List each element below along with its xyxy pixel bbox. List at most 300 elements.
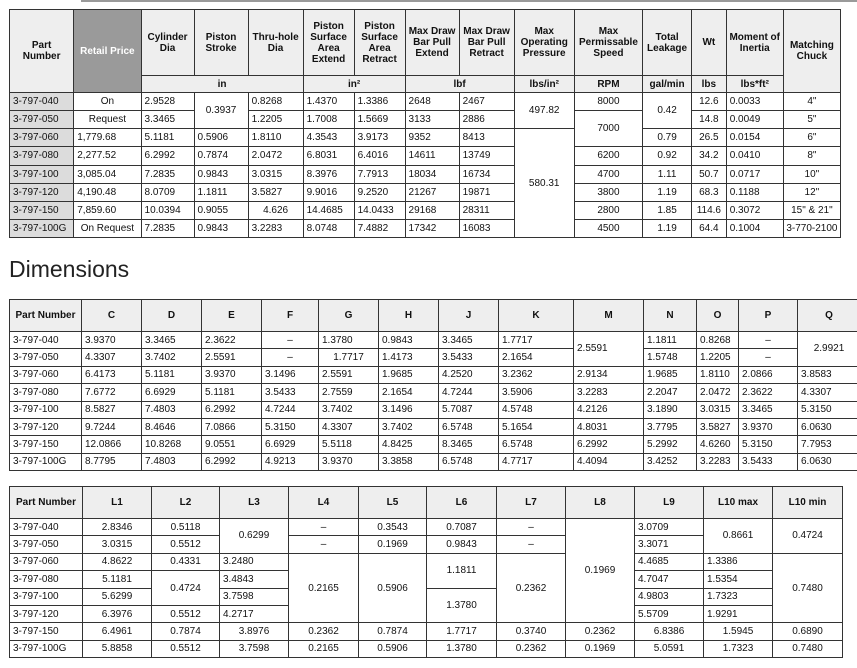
part-number: 3-797-040 bbox=[10, 519, 83, 536]
area-retract: 1.3386 bbox=[354, 93, 405, 111]
pull-extend: 9352 bbox=[405, 129, 459, 147]
part-number: 3-797-080 bbox=[10, 147, 74, 165]
dim-k: 1.7717 bbox=[499, 332, 574, 349]
weight: 12.6 bbox=[692, 93, 727, 111]
part-number: 3-797-120 bbox=[10, 183, 74, 201]
matching-chuck: 3-770-2100 bbox=[783, 219, 840, 237]
header-thru-hole-dia: Thru-hole Dia bbox=[248, 10, 303, 76]
part-number: 3-797-060 bbox=[10, 553, 83, 570]
header-l4: L4 bbox=[289, 487, 359, 519]
dim-o: 3.2283 bbox=[697, 453, 739, 470]
thru-hole-dia: 3.0315 bbox=[248, 165, 303, 183]
pull-retract: 28311 bbox=[459, 201, 514, 219]
len-l6: 1.1811 bbox=[427, 553, 497, 588]
len-l9: 3.0709 bbox=[635, 519, 704, 536]
len-l1: 6.4961 bbox=[83, 623, 152, 640]
header-piston-area-retract: Piston Surface Area Retract bbox=[354, 10, 405, 76]
part-number: 3-797-050 bbox=[10, 111, 74, 129]
piston-stroke: 0.3937 bbox=[194, 93, 248, 129]
dim-n: 3.7795 bbox=[644, 418, 697, 435]
table-row bbox=[10, 147, 841, 165]
len-l2: 0.5512 bbox=[152, 640, 220, 657]
dim-o: 0.8268 bbox=[697, 332, 739, 349]
dim-h: 1.4173 bbox=[379, 349, 439, 366]
dim-q: 6.0630 bbox=[798, 453, 857, 470]
len-l3: 4.2717 bbox=[220, 605, 289, 622]
dim-j: 8.3465 bbox=[439, 436, 499, 453]
dim-q: 2.9921 bbox=[798, 332, 857, 367]
header-g: G bbox=[319, 300, 379, 332]
cylinder-dia: 7.2835 bbox=[141, 165, 194, 183]
len-l7: 0.2362 bbox=[497, 640, 566, 657]
table-row bbox=[10, 219, 841, 237]
header-m: M bbox=[574, 300, 644, 332]
thru-hole-dia: 3.2283 bbox=[248, 219, 303, 237]
dim-p: 5.3150 bbox=[739, 436, 798, 453]
header-part-number: Part Number bbox=[10, 10, 74, 93]
moment-inertia: 0.0049 bbox=[726, 111, 783, 129]
len-l7: – bbox=[497, 519, 566, 536]
weight: 64.4 bbox=[692, 219, 727, 237]
pull-extend: 2648 bbox=[405, 93, 459, 111]
dim-f: – bbox=[262, 349, 319, 366]
len-l6: 0.9843 bbox=[427, 536, 497, 553]
part-number: 3-797-040 bbox=[10, 332, 82, 349]
pull-retract: 16083 bbox=[459, 219, 514, 237]
moment-inertia: 0.0410 bbox=[726, 147, 783, 165]
piston-stroke: 1.1811 bbox=[194, 183, 248, 201]
len-l7: – bbox=[497, 536, 566, 553]
table-row bbox=[10, 201, 841, 219]
max-speed: 4500 bbox=[574, 219, 642, 237]
retail-price: 4,190.48 bbox=[74, 183, 141, 201]
dim-k: 6.5748 bbox=[499, 436, 574, 453]
len-l10-min: 0.6890 bbox=[773, 623, 843, 640]
len-l4: 0.2165 bbox=[289, 640, 359, 657]
len-l3: 3.8976 bbox=[220, 623, 289, 640]
header-piston-area-extend: Piston Surface Area Extend bbox=[303, 10, 354, 76]
len-l9: 4.9803 bbox=[635, 588, 704, 605]
header-max-speed: Max Permissable Speed bbox=[574, 10, 642, 76]
header-e: E bbox=[202, 300, 262, 332]
dim-n: 1.5748 bbox=[644, 349, 697, 366]
part-number: 3-797-100 bbox=[10, 401, 82, 418]
dim-p: 2.3622 bbox=[739, 384, 798, 401]
unit-inertia: lbs*ft² bbox=[726, 76, 783, 93]
len-l4: – bbox=[289, 519, 359, 536]
part-number: 3-797-060 bbox=[10, 129, 74, 147]
part-number: 3-797-060 bbox=[10, 366, 82, 383]
area-retract: 14.0433 bbox=[354, 201, 405, 219]
len-l10-max: 1.3386 bbox=[704, 553, 773, 570]
piston-stroke: 0.5906 bbox=[194, 129, 248, 147]
dim-c: 4.3307 bbox=[82, 349, 142, 366]
header-h: H bbox=[379, 300, 439, 332]
spec-header-row bbox=[10, 10, 841, 76]
part-number: 3-797-050 bbox=[10, 536, 83, 553]
area-retract: 9.2520 bbox=[354, 183, 405, 201]
dim-h: 4.8425 bbox=[379, 436, 439, 453]
dim-n: 3.4252 bbox=[644, 453, 697, 470]
moment-inertia: 0.0033 bbox=[726, 93, 783, 111]
max-pressure: 580.31 bbox=[514, 129, 574, 238]
dim-d: 5.1181 bbox=[142, 366, 202, 383]
total-leakage: 0.92 bbox=[643, 147, 692, 165]
retail-price: 2,277.52 bbox=[74, 147, 141, 165]
moment-inertia: 0.3072 bbox=[726, 201, 783, 219]
moment-inertia: 0.0154 bbox=[726, 129, 783, 147]
area-extend: 6.8031 bbox=[303, 147, 354, 165]
len-l10-min: 0.4724 bbox=[773, 519, 843, 554]
table-row bbox=[10, 519, 843, 536]
dim-q: 3.8583 bbox=[798, 366, 857, 383]
table-row bbox=[10, 349, 857, 366]
dim-j: 6.5748 bbox=[439, 453, 499, 470]
pull-extend: 21267 bbox=[405, 183, 459, 201]
dim-p: 3.9370 bbox=[739, 418, 798, 435]
dim-g: 3.9370 bbox=[319, 453, 379, 470]
header-l10-max: L10 max bbox=[704, 487, 773, 519]
area-retract: 7.7913 bbox=[354, 165, 405, 183]
dim-g: 1.7717 bbox=[319, 349, 379, 366]
total-leakage: 1.11 bbox=[643, 165, 692, 183]
dim-g: 2.7559 bbox=[319, 384, 379, 401]
dim-d: 6.6929 bbox=[142, 384, 202, 401]
table-row bbox=[10, 453, 857, 470]
dim-n: 2.2047 bbox=[644, 384, 697, 401]
matching-chuck: 12" bbox=[783, 183, 840, 201]
cylinder-dia: 5.1181 bbox=[141, 129, 194, 147]
dim-f: 4.7244 bbox=[262, 401, 319, 418]
len-l1: 5.8858 bbox=[83, 640, 152, 657]
dim-p: 3.5433 bbox=[739, 453, 798, 470]
retail-price: On bbox=[74, 93, 141, 111]
len-l9: 3.3071 bbox=[635, 536, 704, 553]
dim-m: 6.2992 bbox=[574, 436, 644, 453]
weight: 114.6 bbox=[692, 201, 727, 219]
dim-g: 5.5118 bbox=[319, 436, 379, 453]
part-number: 3-797-050 bbox=[10, 349, 82, 366]
section-title-dimensions: Dimensions bbox=[9, 256, 130, 282]
header-l6: L6 bbox=[427, 487, 497, 519]
header-l9: L9 bbox=[635, 487, 704, 519]
area-retract: 3.9173 bbox=[354, 129, 405, 147]
header-l3: L3 bbox=[220, 487, 289, 519]
len-l6: 1.3780 bbox=[427, 588, 497, 623]
table-row bbox=[10, 366, 857, 383]
unit-in: in bbox=[141, 76, 303, 93]
part-number: 3-797-080 bbox=[10, 384, 82, 401]
len-l2: 0.5512 bbox=[152, 536, 220, 553]
dim-e: 7.0866 bbox=[202, 418, 262, 435]
table-row bbox=[10, 183, 841, 201]
dim-c: 8.5827 bbox=[82, 401, 142, 418]
dim-m: 4.2126 bbox=[574, 401, 644, 418]
len-l3: 3.7598 bbox=[220, 640, 289, 657]
len-l1: 6.3976 bbox=[83, 605, 152, 622]
dim-h: 0.9843 bbox=[379, 332, 439, 349]
piston-stroke: 0.9055 bbox=[194, 201, 248, 219]
part-number: 3-797-100 bbox=[10, 588, 83, 605]
top-accent-bar bbox=[81, 0, 857, 2]
max-pressure: 497.82 bbox=[514, 93, 574, 129]
header-j: J bbox=[439, 300, 499, 332]
table-row bbox=[10, 623, 843, 640]
dim-d: 3.7402 bbox=[142, 349, 202, 366]
max-speed: 6200 bbox=[574, 147, 642, 165]
dimensions-table bbox=[9, 299, 857, 471]
len-l4: 0.2165 bbox=[289, 553, 359, 623]
dim-p: – bbox=[739, 349, 798, 366]
part-number: 3-797-120 bbox=[10, 418, 82, 435]
table-row bbox=[10, 436, 857, 453]
table-row bbox=[10, 640, 843, 657]
pull-retract: 2467 bbox=[459, 93, 514, 111]
table-row bbox=[10, 384, 857, 401]
len-l4: – bbox=[289, 536, 359, 553]
dim-k: 4.5748 bbox=[499, 401, 574, 418]
dim-h: 1.9685 bbox=[379, 366, 439, 383]
len-l10-min: 0.7480 bbox=[773, 640, 843, 657]
retail-price: On Request bbox=[74, 219, 141, 237]
len-l1: 5.6299 bbox=[83, 588, 152, 605]
area-extend: 1.7008 bbox=[303, 111, 354, 129]
len-l9: 5.5709 bbox=[635, 605, 704, 622]
len-l1: 3.0315 bbox=[83, 536, 152, 553]
dim-j: 3.5433 bbox=[439, 349, 499, 366]
len-l9: 5.0591 bbox=[635, 640, 704, 657]
len-l5: 0.5906 bbox=[359, 553, 427, 623]
header-k: K bbox=[499, 300, 574, 332]
dim-f: 4.9213 bbox=[262, 453, 319, 470]
dim-o: 2.0472 bbox=[697, 384, 739, 401]
dim-e: 6.2992 bbox=[202, 453, 262, 470]
dim-e: 3.9370 bbox=[202, 366, 262, 383]
lengths-table bbox=[9, 486, 843, 658]
dim-f: 3.1496 bbox=[262, 366, 319, 383]
dim-e: 9.0551 bbox=[202, 436, 262, 453]
matching-chuck: 8" bbox=[783, 147, 840, 165]
dim-o: 3.5827 bbox=[697, 418, 739, 435]
len-l2: 0.5512 bbox=[152, 605, 220, 622]
pull-retract: 2886 bbox=[459, 111, 514, 129]
dim-h: 3.7402 bbox=[379, 418, 439, 435]
len-l6: 1.7717 bbox=[427, 623, 497, 640]
dim-g: 2.5591 bbox=[319, 366, 379, 383]
dim-f: 6.6929 bbox=[262, 436, 319, 453]
dim-e: 2.3622 bbox=[202, 332, 262, 349]
dim-m: 4.8031 bbox=[574, 418, 644, 435]
dimensions-header-row bbox=[10, 300, 857, 332]
table-row bbox=[10, 418, 857, 435]
len-l8: 0.1969 bbox=[566, 640, 635, 657]
dim-f: 3.5433 bbox=[262, 384, 319, 401]
pull-retract: 16734 bbox=[459, 165, 514, 183]
part-number: 3-797-100G bbox=[10, 219, 74, 237]
dim-h: 3.3858 bbox=[379, 453, 439, 470]
len-l10-max: 1.7323 bbox=[704, 588, 773, 605]
dim-g: 3.7402 bbox=[319, 401, 379, 418]
part-number: 3-797-120 bbox=[10, 605, 83, 622]
dim-e: 5.1181 bbox=[202, 384, 262, 401]
table-row bbox=[10, 588, 843, 605]
area-extend: 1.4370 bbox=[303, 93, 354, 111]
matching-chuck: 5" bbox=[783, 111, 840, 129]
dim-j: 6.5748 bbox=[439, 418, 499, 435]
header-f: F bbox=[262, 300, 319, 332]
weight: 50.7 bbox=[692, 165, 727, 183]
header-l8: L8 bbox=[566, 487, 635, 519]
len-l7: 0.2362 bbox=[497, 553, 566, 623]
dim-d: 10.8268 bbox=[142, 436, 202, 453]
dim-p: – bbox=[739, 332, 798, 349]
area-retract: 1.5669 bbox=[354, 111, 405, 129]
dim-k: 3.2362 bbox=[499, 366, 574, 383]
max-speed: 3800 bbox=[574, 183, 642, 201]
len-l2: 0.7874 bbox=[152, 623, 220, 640]
dim-o: 4.6260 bbox=[697, 436, 739, 453]
header-max-pressure: Max Operating Pressure bbox=[514, 10, 574, 76]
max-speed: 7000 bbox=[574, 111, 642, 147]
dim-m: 3.2283 bbox=[574, 384, 644, 401]
header-wt: Wt bbox=[692, 10, 727, 76]
area-extend: 14.4685 bbox=[303, 201, 354, 219]
dim-f: 5.3150 bbox=[262, 418, 319, 435]
dim-j: 4.7244 bbox=[439, 384, 499, 401]
area-extend: 8.0748 bbox=[303, 219, 354, 237]
weight: 26.5 bbox=[692, 129, 727, 147]
total-leakage: 0.79 bbox=[643, 129, 692, 147]
thru-hole-dia: 1.8110 bbox=[248, 129, 303, 147]
matching-chuck: 6" bbox=[783, 129, 840, 147]
dim-d: 7.4803 bbox=[142, 453, 202, 470]
len-l6: 1.3780 bbox=[427, 640, 497, 657]
part-number: 3-797-040 bbox=[10, 93, 74, 111]
header-l10-min: L10 min bbox=[773, 487, 843, 519]
dim-n: 1.1811 bbox=[644, 332, 697, 349]
weight: 14.8 bbox=[692, 111, 727, 129]
cylinder-dia: 2.9528 bbox=[141, 93, 194, 111]
max-speed: 4700 bbox=[574, 165, 642, 183]
area-extend: 8.3976 bbox=[303, 165, 354, 183]
header-moment-inertia: Moment of Inertia bbox=[726, 10, 783, 76]
len-l1: 2.8346 bbox=[83, 519, 152, 536]
dim-j: 4.2520 bbox=[439, 366, 499, 383]
len-l1: 4.8622 bbox=[83, 553, 152, 570]
header-c: C bbox=[82, 300, 142, 332]
dim-q: 4.3307 bbox=[798, 384, 857, 401]
retail-price: 3,085.04 bbox=[74, 165, 141, 183]
dim-c: 9.7244 bbox=[82, 418, 142, 435]
header-cylinder-dia: Cylinder Dia bbox=[141, 10, 194, 76]
header-n: N bbox=[644, 300, 697, 332]
pull-retract: 8413 bbox=[459, 129, 514, 147]
unit-lbf: lbf bbox=[405, 76, 514, 93]
header-pull-retract: Max Draw Bar Pull Retract bbox=[459, 10, 514, 76]
len-l10-max: 1.5945 bbox=[704, 623, 773, 640]
len-l10-min: 0.7480 bbox=[773, 553, 843, 623]
unit-wt: lbs bbox=[692, 76, 727, 93]
pull-extend: 29168 bbox=[405, 201, 459, 219]
cylinder-dia: 10.0394 bbox=[141, 201, 194, 219]
area-retract: 6.4016 bbox=[354, 147, 405, 165]
table-row bbox=[10, 165, 841, 183]
len-l9: 4.7047 bbox=[635, 571, 704, 588]
dim-c: 8.7795 bbox=[82, 453, 142, 470]
dim-g: 4.3307 bbox=[319, 418, 379, 435]
dim-c: 7.6772 bbox=[82, 384, 142, 401]
dim-c: 3.9370 bbox=[82, 332, 142, 349]
pull-extend: 17342 bbox=[405, 219, 459, 237]
weight: 68.3 bbox=[692, 183, 727, 201]
dim-q: 6.0630 bbox=[798, 418, 857, 435]
dim-e: 2.5591 bbox=[202, 349, 262, 366]
pull-retract: 13749 bbox=[459, 147, 514, 165]
dim-m: 4.4094 bbox=[574, 453, 644, 470]
moment-inertia: 0.1188 bbox=[726, 183, 783, 201]
pull-extend: 3133 bbox=[405, 111, 459, 129]
len-l10-max: 1.5354 bbox=[704, 571, 773, 588]
thru-hole-dia: 2.0472 bbox=[248, 147, 303, 165]
dim-k: 4.7717 bbox=[499, 453, 574, 470]
area-extend: 9.9016 bbox=[303, 183, 354, 201]
header-d: D bbox=[142, 300, 202, 332]
header-l5: L5 bbox=[359, 487, 427, 519]
piston-stroke: 0.7874 bbox=[194, 147, 248, 165]
header-retail-price: Retail Price bbox=[74, 10, 141, 93]
len-l8: 0.1969 bbox=[566, 519, 635, 623]
lengths-header-row bbox=[10, 487, 843, 519]
total-leakage: 0.42 bbox=[643, 93, 692, 129]
table-row bbox=[10, 93, 841, 111]
retail-price: Request bbox=[74, 111, 141, 129]
cylinder-dia: 6.2992 bbox=[141, 147, 194, 165]
dim-k: 2.1654 bbox=[499, 349, 574, 366]
dim-m: 2.5591 bbox=[574, 332, 644, 367]
header-part-number: Part Number bbox=[10, 300, 82, 332]
header-l1: L1 bbox=[83, 487, 152, 519]
header-part-number: Part Number bbox=[10, 487, 83, 519]
dim-j: 5.7087 bbox=[439, 401, 499, 418]
len-l5: 0.1969 bbox=[359, 536, 427, 553]
table-row bbox=[10, 401, 857, 418]
dim-d: 8.4646 bbox=[142, 418, 202, 435]
thru-hole-dia: 4.626 bbox=[248, 201, 303, 219]
len-l9: 6.8386 bbox=[635, 623, 704, 640]
dim-h: 2.1654 bbox=[379, 384, 439, 401]
unit-rpm: RPM bbox=[574, 76, 642, 93]
moment-inertia: 0.0717 bbox=[726, 165, 783, 183]
piston-stroke: 0.9843 bbox=[194, 219, 248, 237]
part-number: 3-797-100G bbox=[10, 640, 83, 657]
total-leakage: 1.19 bbox=[643, 183, 692, 201]
part-number: 3-797-100 bbox=[10, 165, 74, 183]
dim-p: 3.3465 bbox=[739, 401, 798, 418]
matching-chuck: 15" & 21" bbox=[783, 201, 840, 219]
dim-k: 3.5906 bbox=[499, 384, 574, 401]
len-l2: 0.4331 bbox=[152, 553, 220, 570]
len-l3: 3.7598 bbox=[220, 588, 289, 605]
table-row bbox=[10, 332, 857, 349]
len-l10-max: 1.9291 bbox=[704, 605, 773, 622]
unit-in2: in² bbox=[303, 76, 405, 93]
len-l5: 0.7874 bbox=[359, 623, 427, 640]
dim-q: 7.7953 bbox=[798, 436, 857, 453]
dim-k: 5.1654 bbox=[499, 418, 574, 435]
area-extend: 4.3543 bbox=[303, 129, 354, 147]
len-l3: 0.6299 bbox=[220, 519, 289, 554]
len-l6: 0.7087 bbox=[427, 519, 497, 536]
